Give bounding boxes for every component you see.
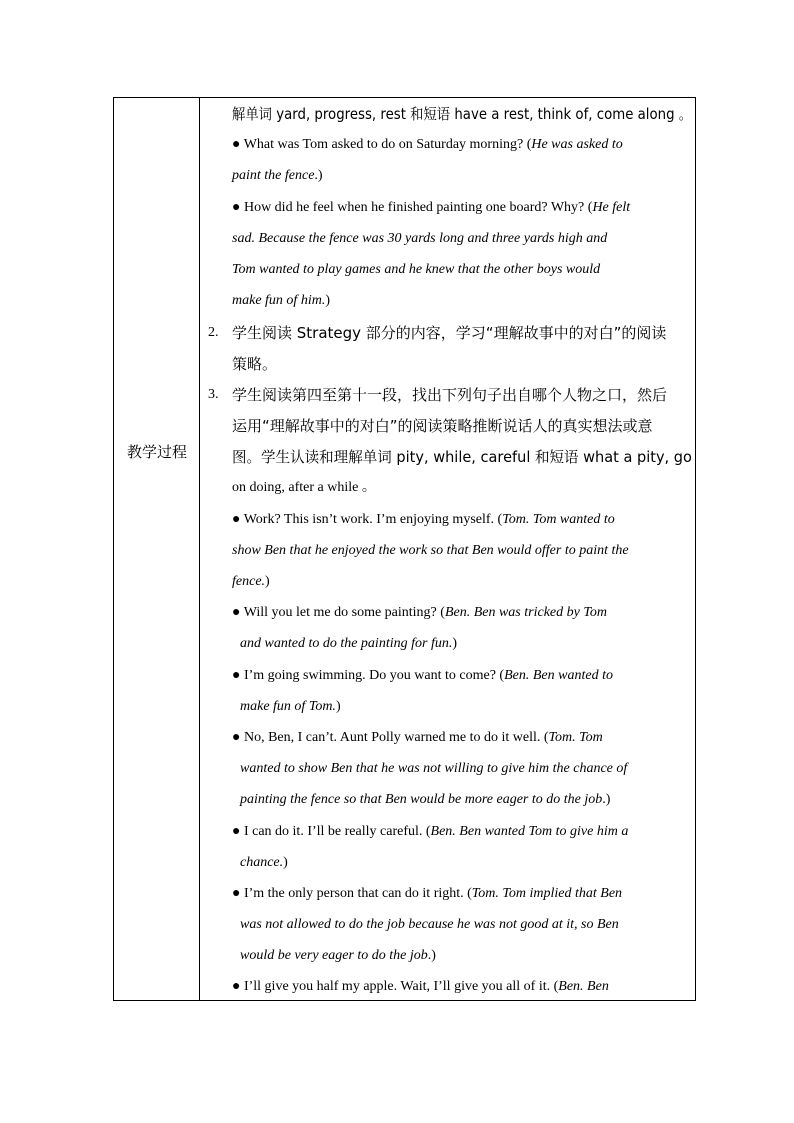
answer-line: sad. Because the fence was 30 yards long and three yards high and (232, 231, 608, 246)
text-line: 图。学生认读和理解单词 pity, while, careful 和短语 what a pity, go (232, 448, 692, 466)
question-line: ● I’ll give you half my apple. Wait, I’ll give you all of it. (Ben. Ben (232, 979, 609, 994)
answer-line: show Ben that he enjoyed the work so that Ben would offer to paint the (232, 543, 629, 558)
answer-line: was not allowed to do the job because he was not good at it, so Ben (240, 917, 619, 932)
answer-line: fence.) (232, 574, 270, 589)
answer-line: painting the fence so that Ben would be more eager to do the job.) (240, 792, 611, 807)
answer-line: chance.) (240, 855, 288, 870)
text-line: on doing, after a while 。 (232, 480, 376, 495)
question-line: ● What was Tom asked to do on Saturday morning? (He was asked to (232, 137, 623, 152)
question-line: ● No, Ben, I can’t. Aunt Polly warned me to do it well. (Tom. Tom (232, 730, 603, 745)
row-label: 教学过程 (126, 443, 187, 461)
answer-line: make fun of him.) (232, 293, 330, 308)
text-line: 运用“理解故事中的对白”的阅读策略推断说话人的真实想法或意 (232, 417, 653, 435)
text-line: 解单词 yard, progress, rest 和短语 have a rest, think of, come along 。 (232, 105, 693, 123)
text-line: 策略。 (232, 355, 278, 373)
text-line: 学生阅读第四至第十一段，找出下列句子出自哪个人物之口，然后 (232, 386, 668, 404)
content-cell (202, 98, 694, 1000)
question-line: ● How did he feel when he finished painting one board? Why? (He felt (232, 200, 631, 215)
question-line: ● Work? This isn’t work. I’m enjoying myself. (Tom. Tom wanted to (232, 512, 615, 527)
answer-line: paint the fence.) (232, 168, 323, 183)
question-line: ● I can do it. I’ll be really careful. (Ben. Ben wanted Tom to give him a (232, 824, 629, 839)
answer-line: make fun of Tom.) (240, 699, 341, 714)
answer-line: and wanted to do the painting for fun.) (240, 636, 458, 651)
label-cell (114, 98, 200, 1000)
text-line: 学生阅读 Strategy 部分的内容，学习“理解故事中的对白”的阅读 (232, 324, 667, 342)
answer-line: wanted to show Ben that he was not willing to give him the chance of (240, 761, 628, 776)
answer-line: Tom wanted to play games and he knew that the other boys would (232, 262, 601, 277)
answer-line: would be very eager to do the job.) (240, 948, 436, 963)
list-number: 2. (208, 325, 219, 340)
question-line: ● I’m the only person that can do it right. (Tom. Tom implied that Ben (232, 886, 623, 901)
list-number: 3. (208, 387, 219, 402)
question-line: ● Will you let me do some painting? (Ben. Ben was tricked by Tom (232, 605, 607, 620)
question-line: ● I’m going swimming. Do you want to come? (Ben. Ben wanted to (232, 668, 613, 683)
lesson-table (113, 97, 696, 1001)
